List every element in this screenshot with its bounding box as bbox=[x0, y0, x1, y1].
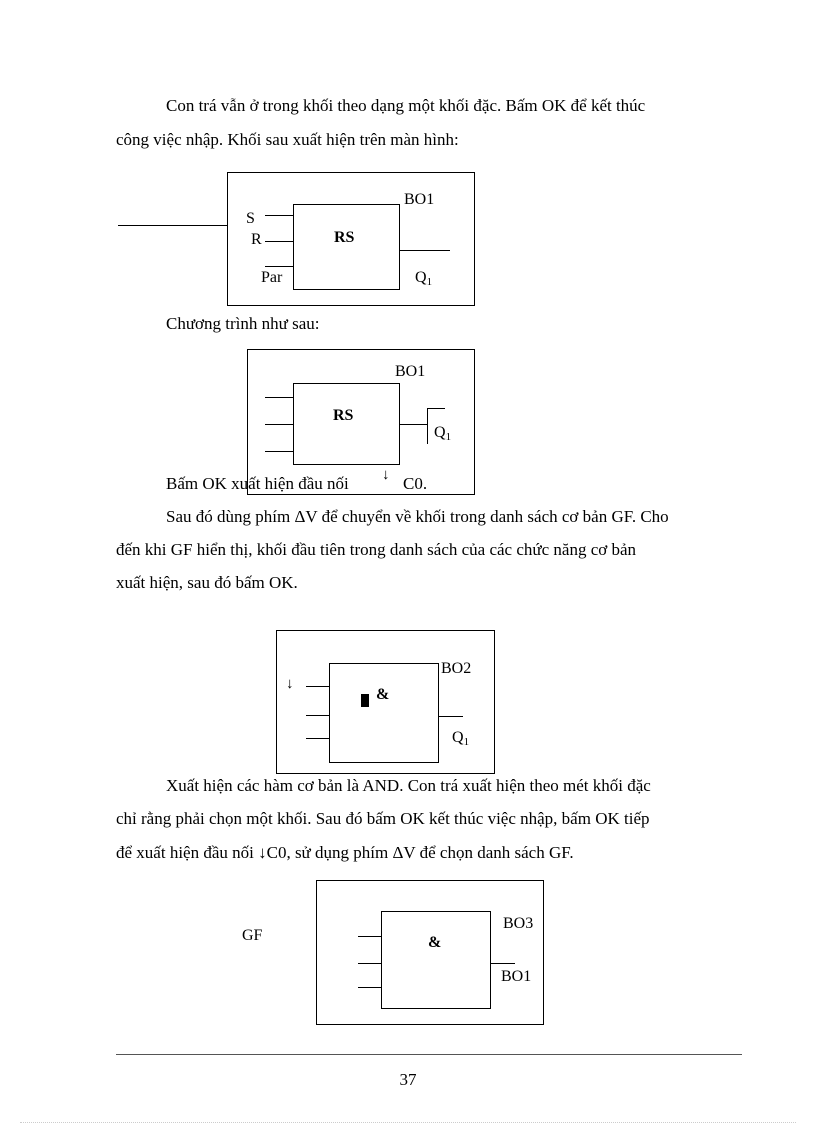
figure-3-wire-1 bbox=[306, 686, 329, 687]
paragraph-1-line-1: Con trá vẫn ở trong khối theo dạng một khối đặc. Bấm OK để kết thúc bbox=[166, 96, 646, 115]
figure-4-output-wire bbox=[491, 963, 515, 964]
figure-2-output-wire bbox=[400, 424, 427, 425]
figure-1-block-id: BO1 bbox=[404, 191, 435, 208]
figure-2-block-label: RS bbox=[333, 407, 354, 424]
figure-4-wire-2 bbox=[358, 963, 381, 964]
figure-1-input-wire bbox=[118, 225, 228, 226]
figure-2-wire-1 bbox=[265, 397, 293, 398]
paragraph-1-line-2: công việc nhập. Khối sau xuất hiện trên màn hình: bbox=[116, 130, 459, 149]
figure-3-solid-cursor-icon bbox=[361, 694, 369, 707]
figure-1-wire-r bbox=[265, 241, 293, 242]
figure-1-output-label: $Q_1$ bbox=[415, 269, 433, 288]
figure-3-wire-2 bbox=[306, 715, 329, 716]
figure-3-block-id: BO2 bbox=[441, 660, 472, 677]
paragraph-2: Chương trình như sau: bbox=[166, 314, 320, 333]
paragraph-4-line-2: đến khi GF hiển thị, khối đầu tiên trong danh sách của các chức năng cơ bản bbox=[116, 540, 637, 559]
figure-2-output-label: $Q_1$ bbox=[434, 424, 452, 443]
figure-2-output-bracket-top bbox=[427, 408, 445, 409]
figure-1-input-par: Par bbox=[261, 269, 283, 286]
paragraph-5-line-2: chỉ rằng phải chọn một khối. Sau đó bấm OK kết thúc việc nhập, bấm OK tiếp bbox=[116, 809, 650, 828]
paragraph-5-line-3: để xuất hiện đầu nối ↓C0, sử dụng phím ΔV để chọn danh sách GF. bbox=[116, 843, 574, 862]
figure-1-input-r: R bbox=[251, 231, 262, 248]
paragraph-4-line-1: Sau đó dùng phím ΔV để chuyển về khối trong danh sách cơ bản GF. Cho bbox=[166, 507, 669, 526]
figure-2-wire-2 bbox=[265, 424, 293, 425]
figure-3-cursor-arrow-icon: ↓ bbox=[286, 676, 294, 692]
paragraph-4-line-3: xuất hiện, sau đó bấm OK. bbox=[116, 573, 298, 592]
figure-1-wire-par bbox=[265, 266, 293, 267]
figure-1-rs-block bbox=[293, 204, 400, 290]
figure-1-wire-s bbox=[265, 215, 293, 216]
figure-4-and-block bbox=[381, 911, 491, 1009]
figure-4-wire-3 bbox=[358, 987, 381, 988]
figure-1-block-label: RS bbox=[334, 229, 355, 246]
figure-3-block-label: & bbox=[376, 686, 390, 703]
figure-4-output-label: BO1 bbox=[501, 968, 532, 985]
figure-3-wire-3 bbox=[306, 738, 329, 739]
paragraph-5-line-1: Xuất hiện các hàm cơ bản là AND. Con trá xuất hiện theo mét khối đặc bbox=[166, 776, 651, 795]
figure-4-wire-1 bbox=[358, 936, 381, 937]
figure-3-and-block bbox=[329, 663, 439, 763]
figure-4-block-label: & bbox=[428, 934, 442, 951]
figure-4-block-id: BO3 bbox=[503, 915, 534, 932]
figure-3-output-wire bbox=[439, 716, 463, 717]
figure-1-input-s: S bbox=[246, 210, 255, 227]
figure-4-side-label: GF bbox=[242, 927, 263, 944]
figure-2-wire-3 bbox=[265, 451, 293, 452]
figure-2-block-id: BO1 bbox=[395, 363, 426, 380]
figure-1-output-wire bbox=[400, 250, 450, 251]
paragraph-3-text: Bấm OK xuất hiện đầu nối bbox=[166, 474, 349, 493]
paragraph-3-connector: C0. bbox=[403, 474, 428, 493]
figure-2-output-bracket bbox=[427, 408, 428, 444]
figure-3-output-label: $Q_1$ bbox=[452, 729, 470, 748]
page-number: 37 bbox=[399, 1070, 417, 1089]
cursor-down-arrow-icon: ↓ bbox=[382, 467, 390, 483]
footer-divider bbox=[116, 1054, 742, 1055]
